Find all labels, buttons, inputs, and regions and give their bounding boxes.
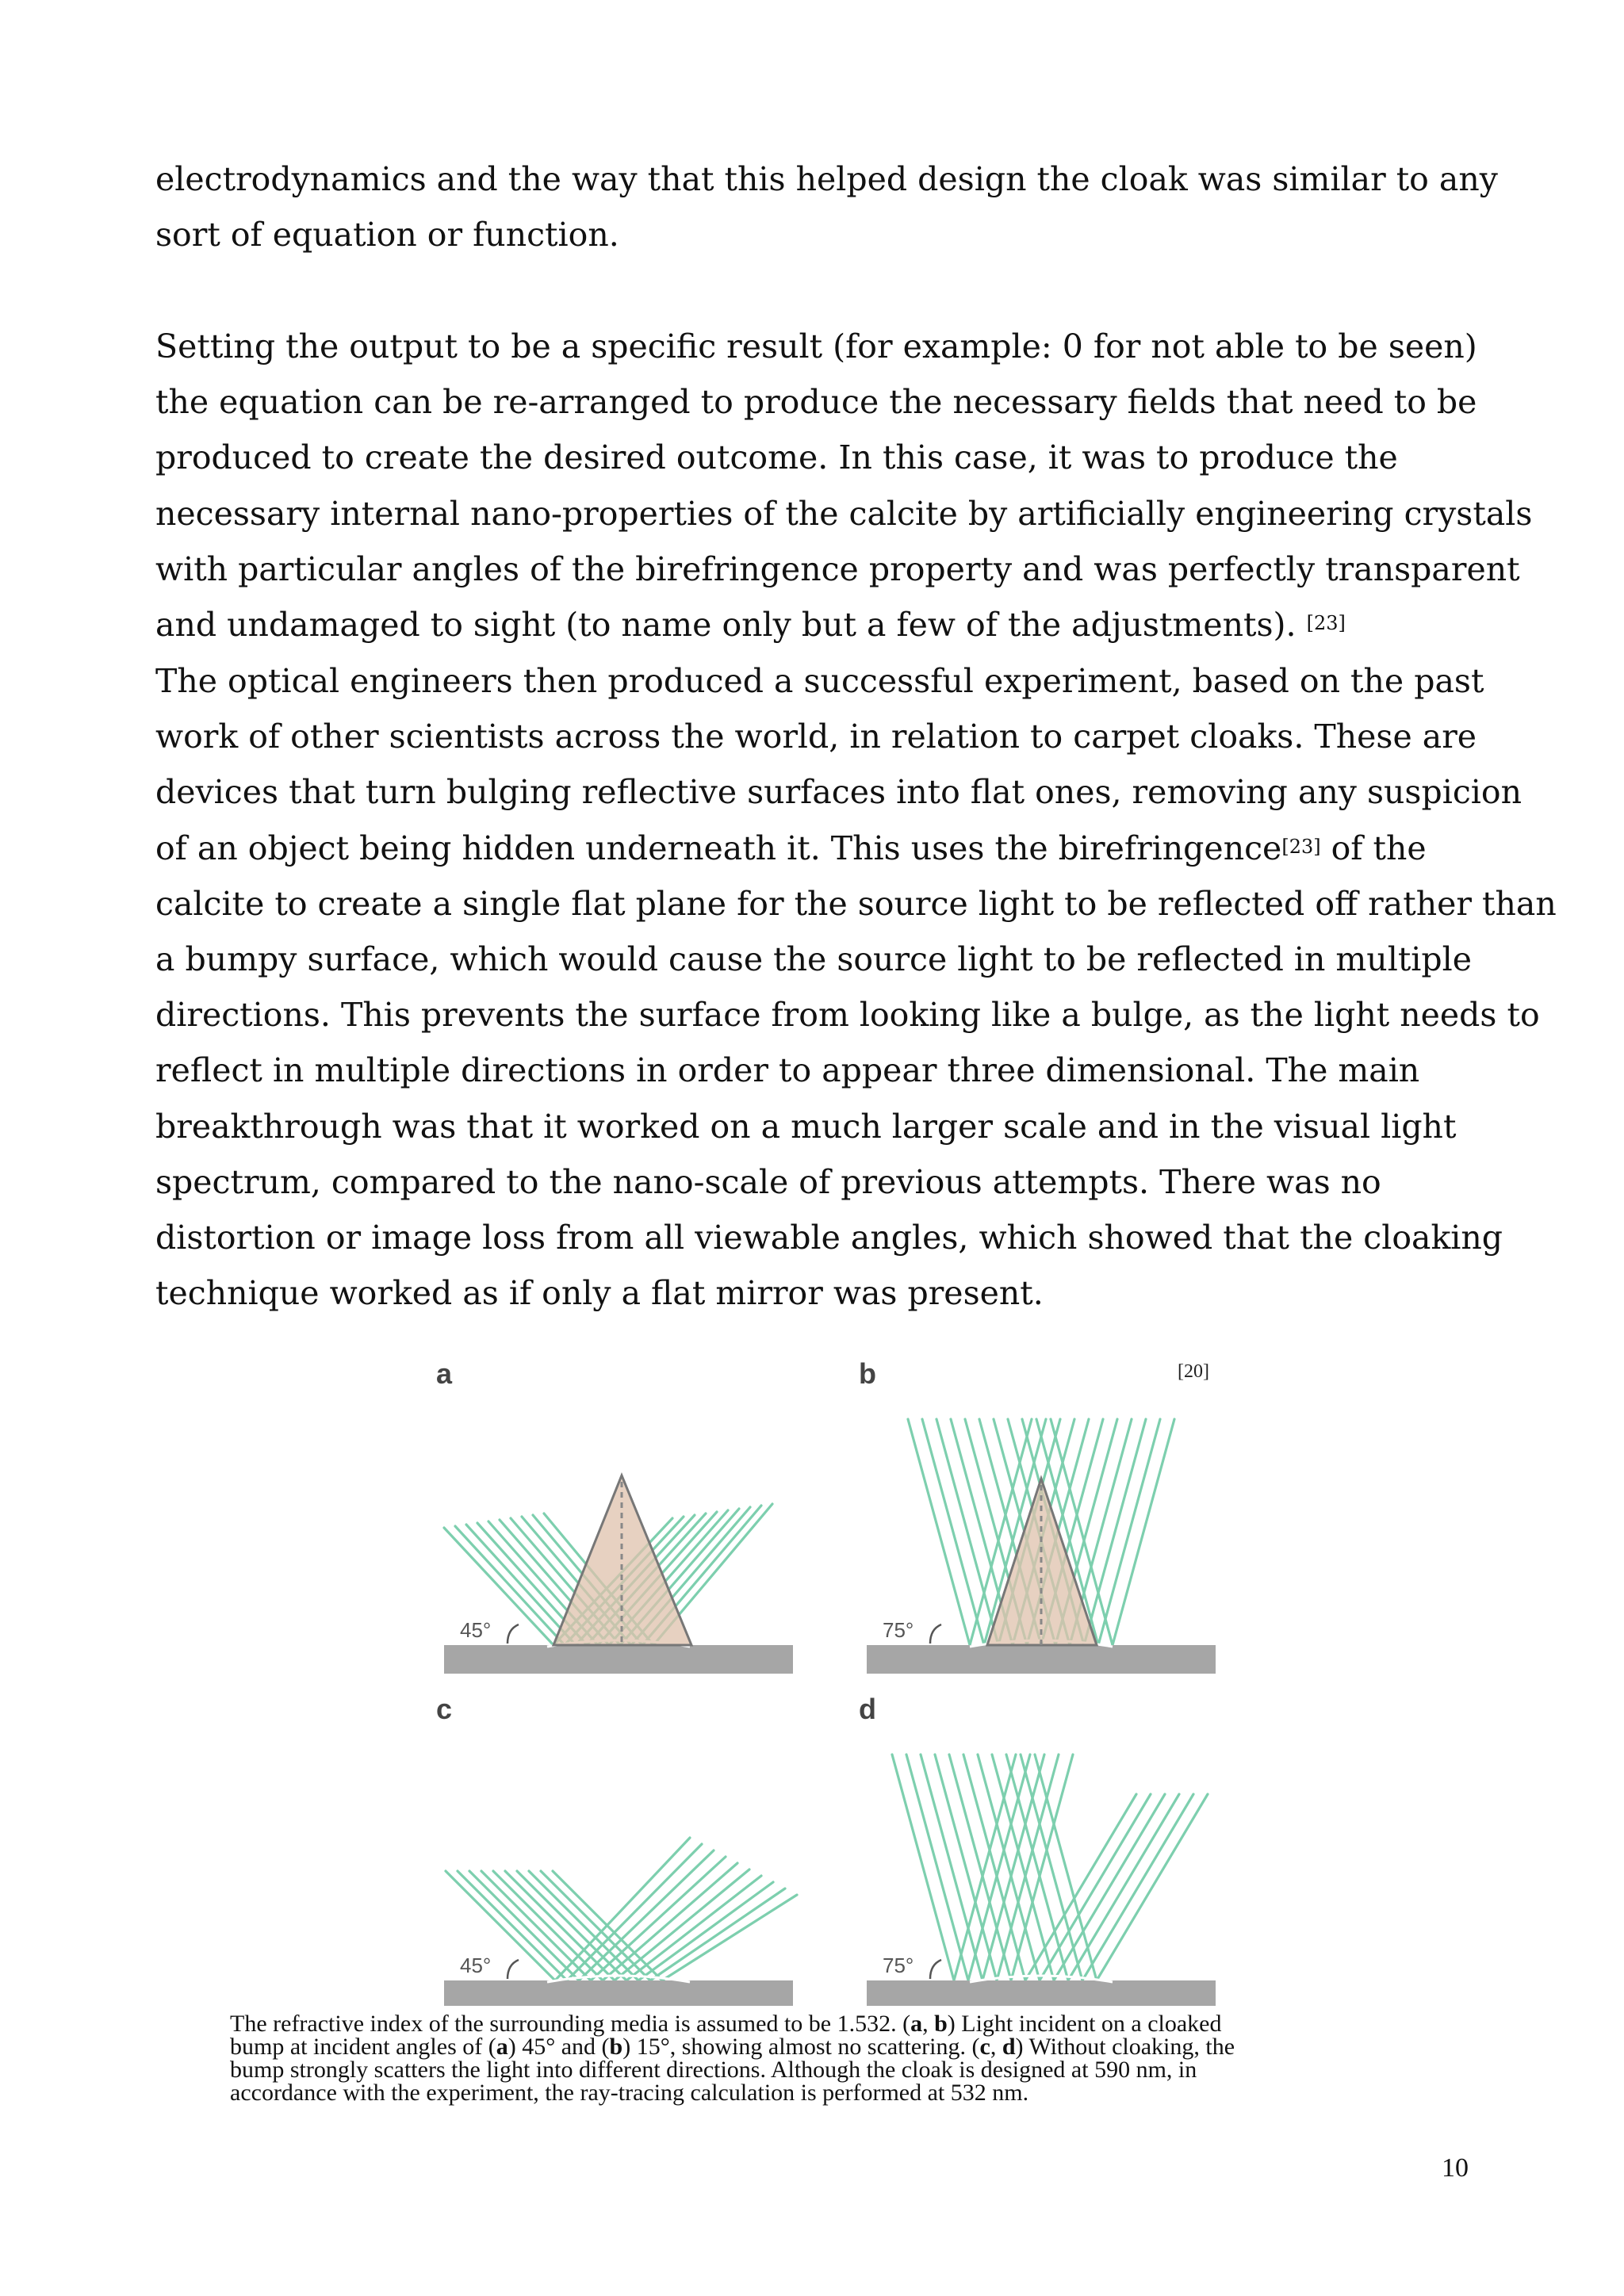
caption-run: ) Without cloaking, the — [1015, 2034, 1235, 2060]
caption-run: The refractive index of the surrounding media is assumed to be 1.532. ( — [230, 2011, 911, 2037]
text-line: produced to create the desired outcome. In this case, it was to produce the — [155, 438, 1398, 477]
text-line: distortion or image loss from all viewable angles, which showed that the cloaking — [155, 1219, 1503, 1257]
citation-ref: [23] — [1306, 612, 1346, 635]
page-number: 10 — [1442, 2153, 1469, 2183]
text-line: devices that turn bulging reflective surfaces into flat ones, removing any suspicion — [155, 773, 1522, 812]
text-run: and undamaged to sight (to name only but a few of the adjustments). — [155, 606, 1307, 645]
caption-bold: c — [979, 2034, 990, 2060]
angle-label: 75° — [883, 1954, 914, 1977]
caption-bold: a — [496, 2034, 508, 2060]
ground-plane — [867, 1645, 1216, 1674]
light-ray — [517, 1871, 761, 1980]
angle-arc — [508, 1624, 519, 1644]
ray-tracing-figure — [396, 1352, 1237, 2006]
text-line: calcite to create a single flat plane for the source light to be reflected off rather than — [155, 884, 1557, 923]
caption-run: ) 15°, showing almost no scattering. ( — [622, 2034, 980, 2060]
text-run: of the — [1320, 828, 1427, 867]
caption-run: ) 45° and ( — [508, 2034, 610, 2060]
caption-bold: b — [934, 2011, 948, 2037]
text-line: The optical engineers then produced a successful experiment, based on the past — [155, 662, 1484, 700]
panel-a — [444, 1475, 793, 1674]
paragraph-output-setting — [155, 319, 1533, 652]
angle-arc — [508, 1960, 519, 1979]
panel-label: a — [436, 1357, 453, 1390]
text-line: the equation can be re-arranged to produce the necessary fields that need to be — [155, 383, 1477, 422]
caption-run: ) Light incident on a cloaked — [947, 2011, 1222, 2037]
angle-arc — [930, 1960, 941, 1979]
caption-run: , — [922, 2011, 935, 2037]
angle-label: 75° — [883, 1618, 914, 1642]
caption-bold: b — [609, 2034, 623, 2060]
caption-line: bump strongly scatters the light into different directions. Although the cloak is designed at 590 nm, in — [230, 2057, 1197, 2083]
figure-caption — [230, 2012, 1435, 2104]
ground-plane — [867, 1980, 1216, 2006]
panel-d — [867, 1960, 1216, 2006]
text-line: reflect in multiple directions in order to appear three dimensional. The main — [155, 1051, 1420, 1090]
text-line: spectrum, compared to the nano-scale of previous attempts. There was no — [155, 1162, 1381, 1201]
panel-label: c — [436, 1693, 453, 1725]
panel-label: d — [859, 1693, 876, 1725]
text-line: breakthrough was that it worked on a much larger scale and in the visual light — [155, 1107, 1457, 1146]
text-run: of an object being hidden underneath it. This uses the birefringence — [155, 828, 1282, 867]
panel-rays-c — [446, 1838, 797, 1980]
panel-b — [867, 1479, 1216, 1674]
panel-rays-d — [892, 1755, 1208, 1980]
text-line — [155, 821, 1503, 876]
text-line: with particular angles of the birefringence property and was perfectly transparent — [155, 549, 1520, 588]
text-line: necessary internal nano-properties of the calcite by artificially engineering crystals — [155, 494, 1533, 533]
paragraph-carpet-cloak — [155, 653, 1557, 1321]
text-line: electrodynamics and the way that this helped design the cloak was similar to any — [155, 160, 1498, 198]
citation-ref: [23] — [1281, 835, 1321, 858]
caption-line — [230, 2012, 1435, 2035]
angle-arc — [930, 1624, 941, 1644]
intro-paragraph — [155, 151, 1503, 262]
ground-plane — [444, 1645, 793, 1674]
caption-line: accordance with the experiment, the ray-tracing calculation is performed at 532 nm. — [230, 2080, 1029, 2106]
light-ray — [906, 1755, 1030, 1980]
text-line: technique worked as if only a flat mirror was present. — [155, 1274, 1044, 1313]
light-ray — [949, 1755, 1073, 1980]
figure-citation: [20] — [1178, 1361, 1209, 1382]
text-line — [155, 597, 1503, 652]
panel-label: b — [859, 1357, 876, 1390]
ground-plane — [444, 1980, 793, 2006]
caption-run: bump at incident angles of ( — [230, 2034, 496, 2060]
caption-bold: a — [910, 2011, 923, 2037]
caption-bold: d — [1002, 2034, 1016, 2060]
text-line: a bumpy surface, which would cause the source light to be reflected in multiple — [155, 940, 1473, 979]
light-ray — [892, 1755, 1016, 1980]
caption-line — [230, 2035, 1435, 2058]
caption-run: , — [990, 2034, 1002, 2060]
light-ray — [935, 1755, 1059, 1980]
text-line: sort of equation or function. — [155, 216, 619, 254]
light-ray — [992, 1755, 1165, 1980]
angle-label: 45° — [460, 1954, 492, 1977]
text-line: work of other scientists across the world, in relation to carpet cloaks. These are — [155, 718, 1477, 756]
light-ray — [921, 1755, 1044, 1980]
light-rays — [444, 1419, 1208, 1980]
text-line: directions. This prevents the surface from looking like a bulge, as the light needs to — [155, 996, 1540, 1035]
angle-label: 45° — [460, 1618, 492, 1642]
text-line: Setting the output to be a specific result (for example: 0 for not able to be seen) — [155, 327, 1477, 365]
